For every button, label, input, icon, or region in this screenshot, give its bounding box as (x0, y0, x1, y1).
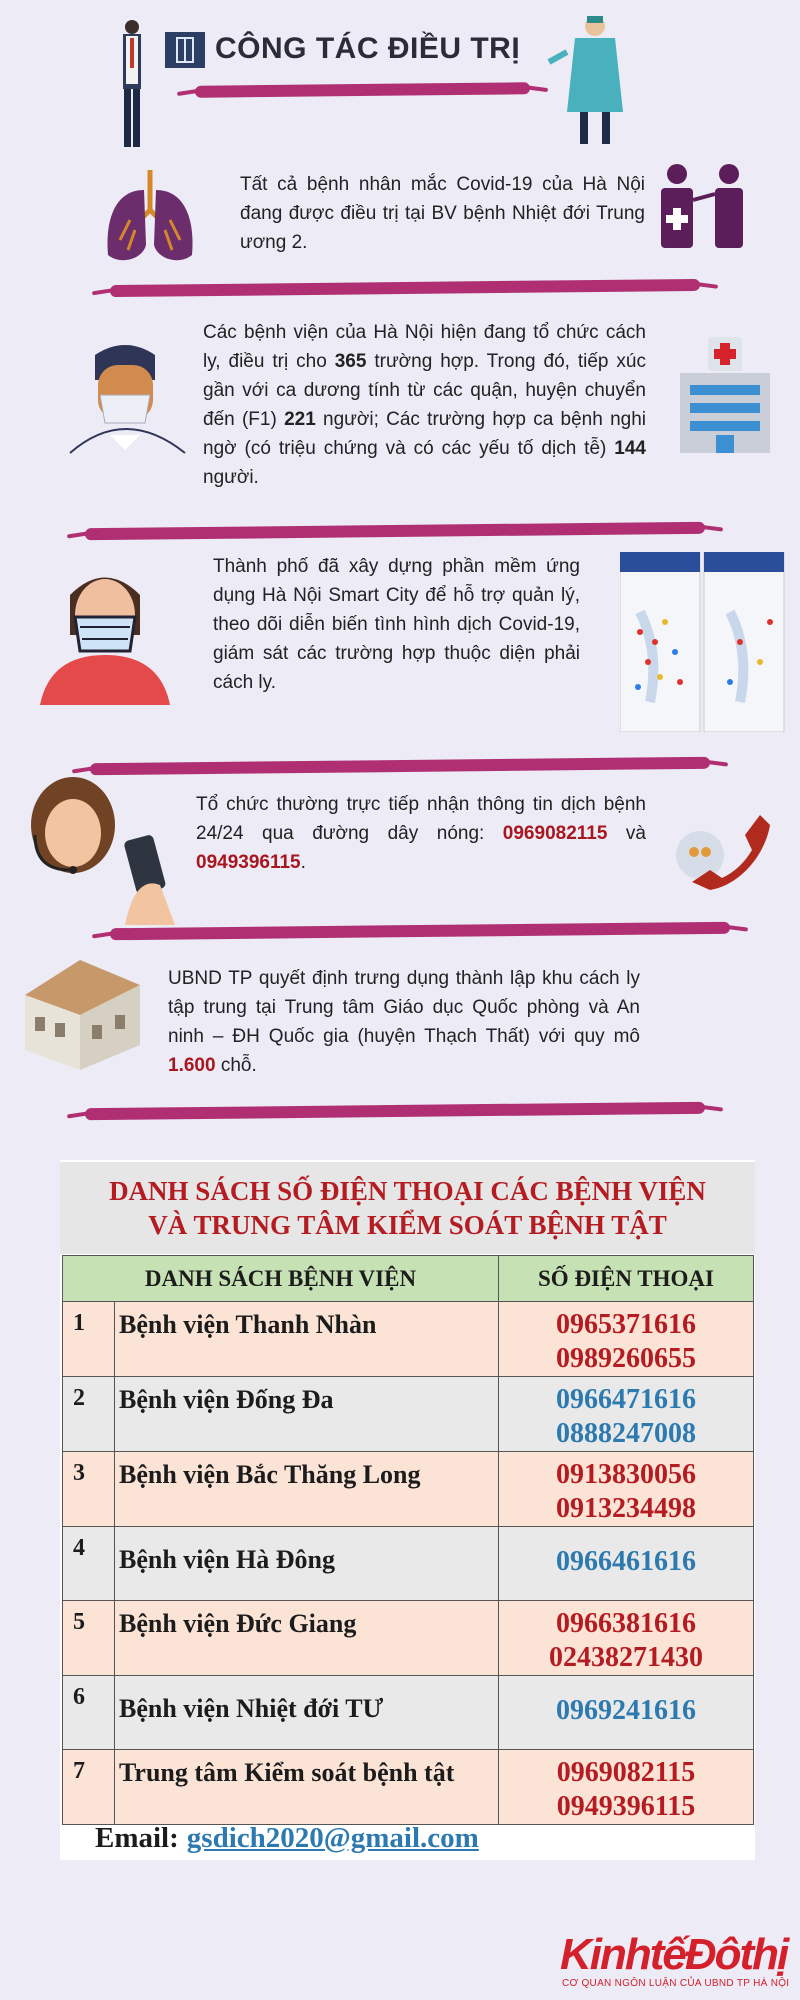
col-header-phone: SỐ ĐIỆN THOẠI (499, 1256, 754, 1302)
email-link[interactable]: gsdich2020@gmail.com (186, 1822, 479, 1854)
phone-number[interactable]: 0966381616 (556, 1608, 696, 1639)
hotline-operator-icon (25, 775, 195, 925)
phone-number[interactable]: 0989260655 (556, 1343, 696, 1374)
hotline-2[interactable]: 0949396115 (196, 852, 301, 873)
table-row: 1 Bệnh viện Thanh Nhàn 0965371616 0989260655 (63, 1302, 754, 1377)
doctor-xray-illustration (95, 12, 215, 147)
phone-number[interactable]: 0969241616 (556, 1695, 696, 1726)
surgeon-illustration (545, 12, 635, 147)
brand-logo: KinhtếĐôthị (560, 1930, 788, 1979)
section-5-text: UBND TP quyết định trưng dụng thành lập khu cách ly tập trung tại Trung tâm Giáo dục Quốc phòng và An ninh – ĐH Quốc gia (huyện Thạch Thất) với quy mô 1.600 chỗ. (168, 968, 640, 1076)
stat-f1-cases: 221 (284, 409, 316, 430)
phone-number[interactable]: 02438271430 (549, 1642, 703, 1673)
divider-4 (110, 922, 730, 940)
table-row: 3 Bệnh viện Bắc Thăng Long 0913830056 0913234498 (63, 1452, 754, 1527)
phone-number[interactable]: 0966461616 (556, 1546, 696, 1577)
masked-man-icon (60, 335, 190, 455)
phone-number[interactable]: 0966471616 (556, 1384, 696, 1415)
table-row: 6 Bệnh viện Nhiệt đới TƯ 0969241616 (63, 1676, 754, 1750)
phone-icon (670, 810, 780, 905)
phone-number[interactable]: 0969082115 (556, 1757, 696, 1788)
table-row: 7 Trung tâm Kiểm soát bệnh tật 0969082115 0949396115 (63, 1750, 754, 1825)
section-3-text: Thành phố đã xây dựng phần mềm ứng dụng Hà Nội Smart City để hỗ trợ quản lý, theo dõi diễn biến tình hình dịch Covid-19, giám sát các trường hợp thuộc diện phải cách ly. (213, 556, 580, 693)
vaccination-icon (655, 160, 750, 255)
stat-total-cases: 365 (334, 351, 367, 372)
table-row: 2 Bệnh viện Đống Đa 0966471616 0888247008 (63, 1377, 754, 1452)
phone-number[interactable]: 0913830056 (556, 1459, 696, 1490)
smart-city-app-screenshot (620, 552, 785, 732)
brand-tagline: CƠ QUAN NGÔN LUẬN CỦA UBND TP HÀ NỘI (562, 1978, 790, 1989)
stat-capacity: 1.600 (168, 1055, 216, 1076)
divider-1 (110, 279, 700, 297)
divider-3 (90, 757, 710, 775)
hospital-phone-table (62, 1255, 754, 1825)
email-line (95, 1822, 479, 1855)
lungs-icon (100, 160, 210, 270)
table-title: DANH SÁCH SỐ ĐIỆN THOẠI CÁC BỆNH VIỆN VÀ TRUNG TÂM KIỂM SOÁT BỆNH TẬT (60, 1162, 755, 1254)
phone-number[interactable]: 0888247008 (556, 1418, 696, 1449)
quarantine-building-icon (20, 955, 145, 1075)
section-2-text: Các bệnh viện của Hà Nội hiện đang tổ chức cách ly, điều trị cho 365 trường hợp. Trong đó, tiếp xúc gần với ca dương tính từ các quận, huyện chuyển đến (F1) 221 người; Các trường hợp ca bệnh nghi ngờ (có triệu chứng và có các yếu tố dịch tễ) 144 người. (203, 322, 646, 488)
page-title: CÔNG TÁC ĐIỀU TRỊ (215, 32, 521, 65)
section-4-text: Tổ chức thường trực tiếp nhận thông tin dịch bệnh 24/24 qua đường dây nóng: 0969082115 và 0949396115. (196, 794, 646, 873)
table-row: 4 Bệnh viện Hà Đông 0966461616 (63, 1527, 754, 1601)
stat-suspected-cases: 144 (614, 438, 646, 459)
phone-number[interactable]: 0913234498 (556, 1493, 696, 1524)
phone-number[interactable]: 0965371616 (556, 1309, 696, 1340)
table-row: 5 Bệnh viện Đức Giang 0966381616 02438271430 (63, 1601, 754, 1676)
hotline-1[interactable]: 0969082115 (502, 823, 608, 844)
divider-2 (85, 522, 705, 540)
title-underline (195, 82, 530, 98)
phone-number[interactable]: 0949396115 (556, 1791, 696, 1822)
col-header-hospitals: DANH SÁCH BỆNH VIỆN (63, 1256, 499, 1302)
email-label: Email: (95, 1822, 179, 1854)
divider-5 (85, 1102, 705, 1120)
hospital-icon (678, 335, 773, 455)
masked-person-icon (30, 555, 180, 705)
section-1-text: Tất cả bệnh nhân mắc Covid-19 của Hà Nội đang được điều trị tại BV bệnh Nhiệt đới Trung ương 2. (240, 174, 645, 253)
